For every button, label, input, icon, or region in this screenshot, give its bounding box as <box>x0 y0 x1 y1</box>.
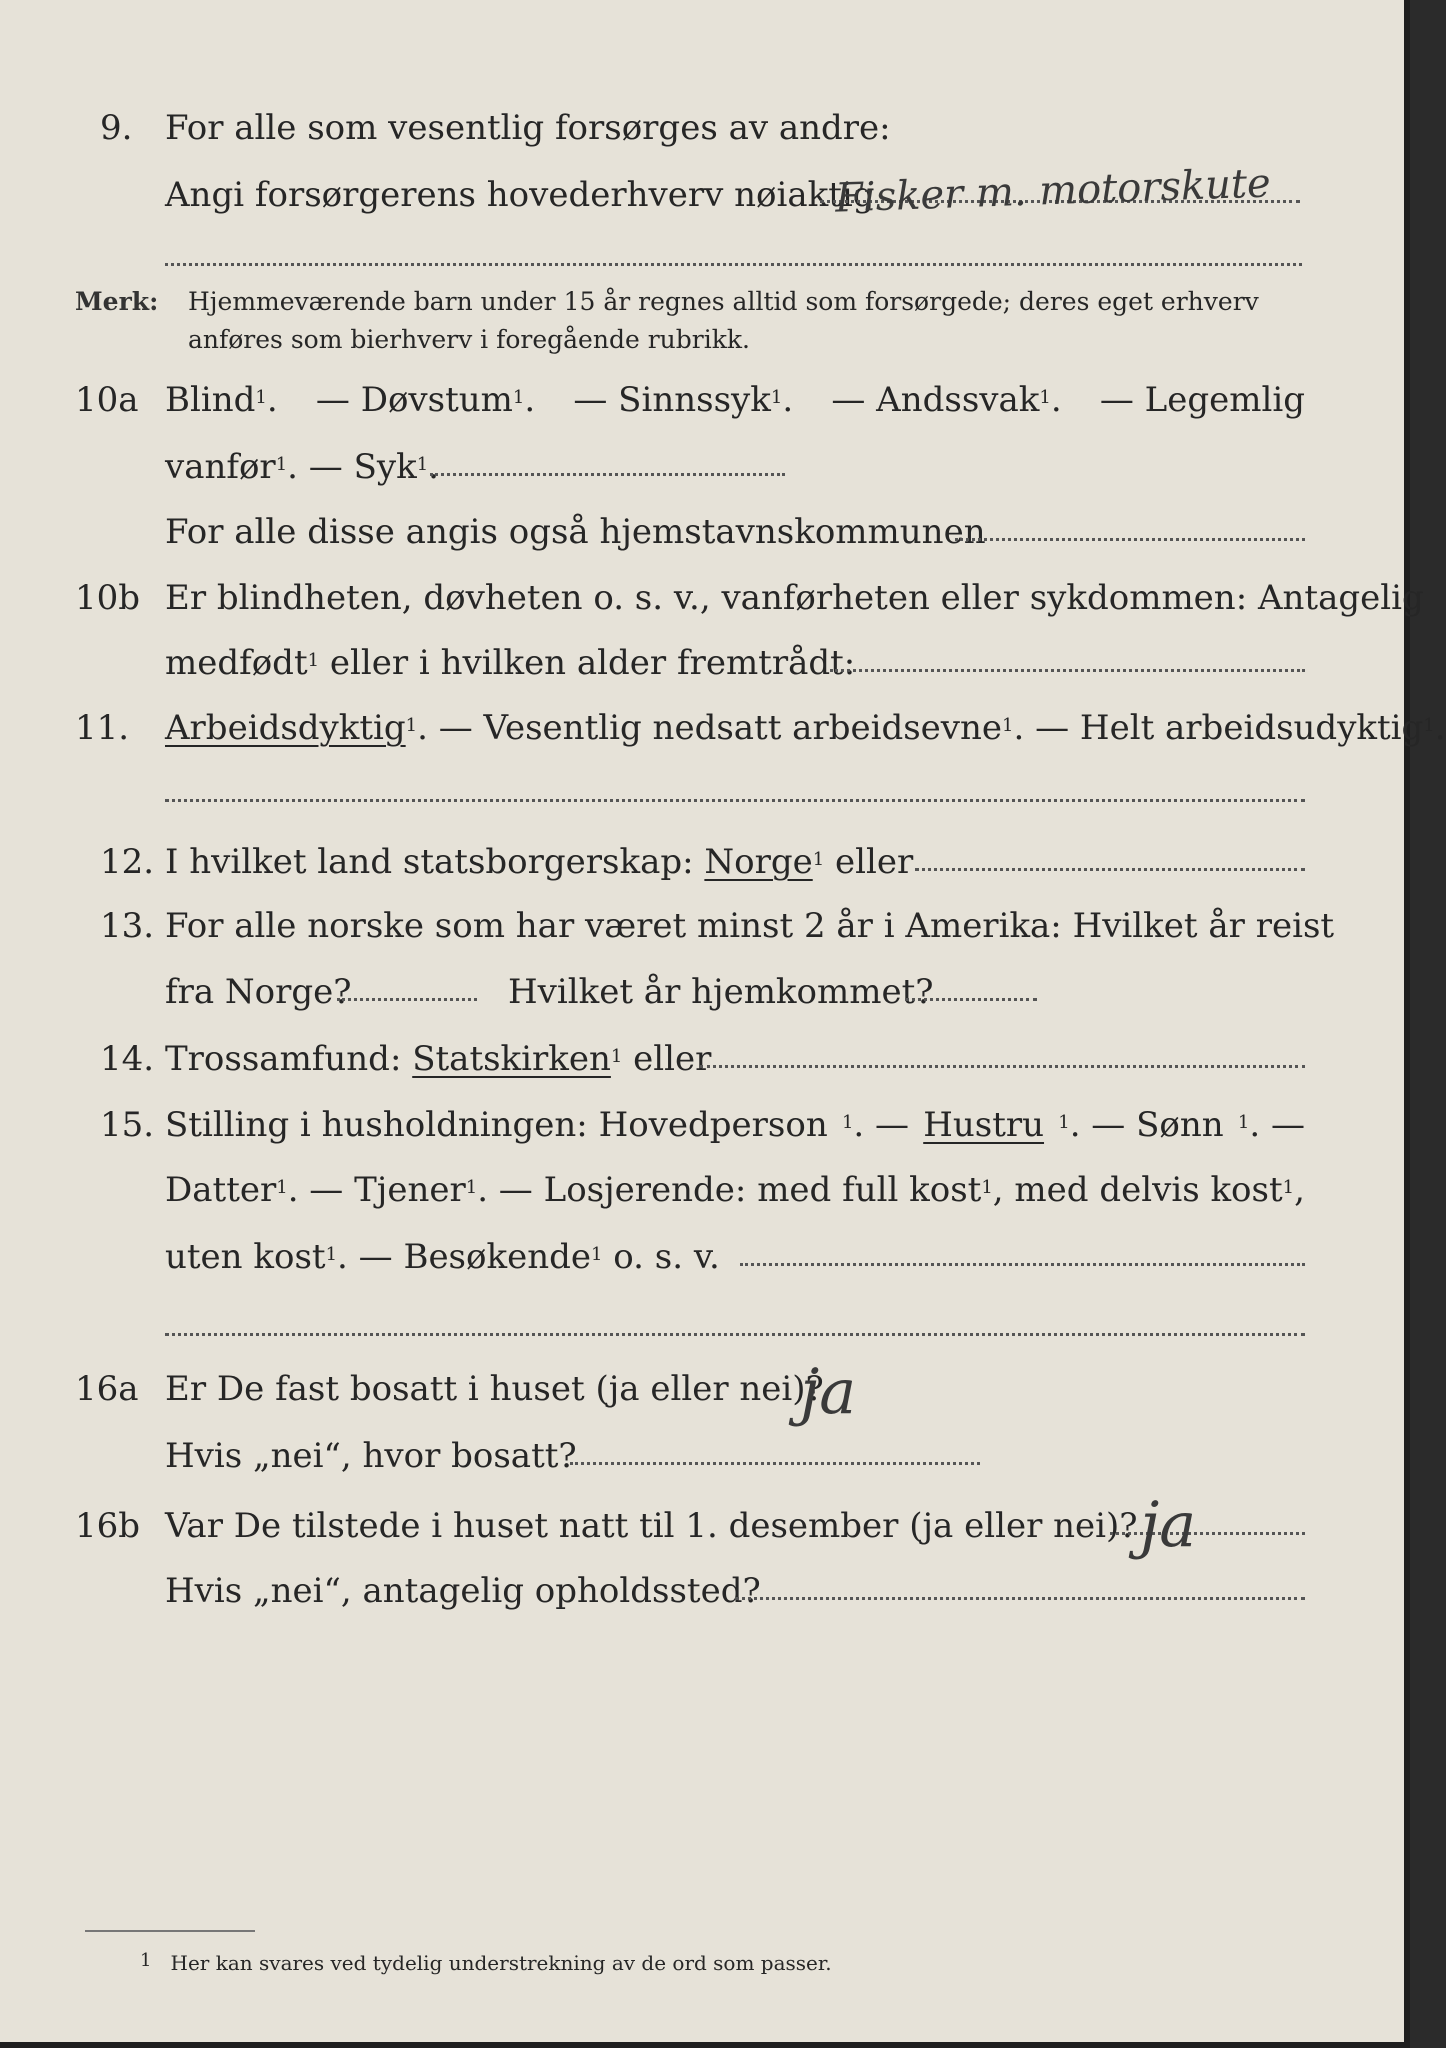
q12-answer-line <box>915 868 1305 871</box>
merk-label: Merk: <box>75 287 159 316</box>
q16b-opholdssted-line <box>735 1597 1305 1600</box>
q16b-line1: Var De tilstede i huset natt til 1. desember (ja eller nei)? <box>165 1506 1138 1546</box>
q10a-opt-legemlig: — Legemlig <box>1099 380 1305 420</box>
q16a-number: 16a <box>75 1369 139 1409</box>
q11-opt-arbeidsdyktig: Arbeidsdyktig <box>165 708 406 748</box>
q13-hjemkommet-line <box>905 998 1037 1001</box>
q10a-opt-andssvak: — Andssvak$^1$. <box>831 380 1062 420</box>
q10a-opt-dovstum: — Døvstum$^1$. <box>315 380 536 420</box>
q9-handwritten-answer: Fisker m. motorskute <box>834 160 1272 222</box>
q15-opt-hustru: Hustru <box>923 1105 1045 1145</box>
q15-extra-line <box>165 1333 1305 1336</box>
q9-line1: For alle som vesentlig forsørges av andre: <box>165 108 891 148</box>
q10a-syk-line <box>430 473 785 476</box>
q11-line1: Arbeidsdyktig$^1$. — Vesentlig nedsatt arbeidsevne$^1$. — Helt arbeidsudyktig$^1$. <box>165 708 1446 748</box>
q10b-line2: medfødt$^1$ eller i hvilken alder fremtrådt: <box>165 643 856 683</box>
q15-line1: Stilling i husholdningen: Hovedperson $^1$. — Hustru $^1$. — Sønn $^1$. — <box>165 1105 1305 1145</box>
q16a-handwritten-answer: ja <box>800 1355 857 1428</box>
q14-line: Trossamfund: Statskirken$^1$ eller <box>165 1039 712 1079</box>
q9-extra-line <box>165 263 1302 266</box>
q16b-line2: Hvis „nei“, antagelig opholdssted? <box>165 1571 761 1611</box>
q13-line2a: fra Norge? <box>165 972 352 1012</box>
q10a-line2: vanfør$^1$. — Syk$^1$. <box>165 447 439 487</box>
q9-line2: Angi forsørgerens hovederhverv nøiaktig <box>165 175 875 215</box>
footnote-rule <box>85 1930 255 1932</box>
q12-line: I hvilket land statsborgerskap: Norge$^1$ eller <box>165 842 914 882</box>
q15-line3: uten kost$^1$. — Besøkende$^1$ o. s. v. <box>165 1237 720 1277</box>
q12-opt-norge: Norge <box>704 842 813 882</box>
q16b-handwritten-answer: ja <box>1140 1488 1197 1561</box>
q13-number: 13. <box>100 906 155 946</box>
q13-line1: For alle norske som har været minst 2 år i Amerika: Hvilket år reist <box>165 906 1335 946</box>
q10b-number: 10b <box>75 578 141 618</box>
q15-number: 15. <box>100 1105 155 1145</box>
q11-answer-line <box>165 799 1305 802</box>
q13-line2b: Hvilket år hjemkommet? <box>508 972 934 1012</box>
q15-answer-line <box>740 1263 1305 1266</box>
q12-number: 12. <box>100 842 155 882</box>
q14-answer-line <box>700 1065 1305 1068</box>
q10b-line1: Er blindheten, døvheten o. s. v., vanførheten eller sykdommen: Antagelig <box>165 578 1424 618</box>
q16a-line1: Er De fast bosatt i huset (ja eller nei)? <box>165 1369 824 1409</box>
q9-number: 9. <box>100 108 133 148</box>
q14-opt-statskirken: Statskirken <box>412 1039 611 1079</box>
q10a-line3: For alle disse angis også hjemstavnskommunen <box>165 512 986 552</box>
q10a-hjemstavn-line <box>955 538 1305 541</box>
q11-number: 11. <box>75 708 130 748</box>
q16a-line2: Hvis „nei“, hvor bosatt? <box>165 1436 577 1476</box>
footnote: $^1$ Her kan svares ved tydelig understrekning av de ord som passer. <box>140 1950 832 1975</box>
q15-line2: Datter$^1$. — Tjener$^1$. — Losjerende: med full kost$^1$, med delvis kost$^1$, <box>165 1170 1305 1210</box>
q10a-line1 <box>165 380 1305 420</box>
q16a-bosatt-line <box>570 1462 980 1465</box>
q10a-opt-blind: Blind$^1$. <box>165 380 278 420</box>
merk-line2: anføres som bierhverv i foregående rubrikk. <box>188 325 750 354</box>
q16b-number: 16b <box>75 1506 141 1546</box>
merk-line1: Hjemmeværende barn under 15 år regnes alltid som forsørgede; deres eget erhverv <box>188 287 1259 316</box>
q13-reist-line <box>337 998 477 1001</box>
q14-number: 14. <box>100 1039 155 1079</box>
q10b-answer-line <box>830 669 1305 672</box>
q10a-opt-sinnssyk: — Sinnssyk$^1$. <box>573 380 794 420</box>
q10a-number: 10a <box>75 380 139 420</box>
